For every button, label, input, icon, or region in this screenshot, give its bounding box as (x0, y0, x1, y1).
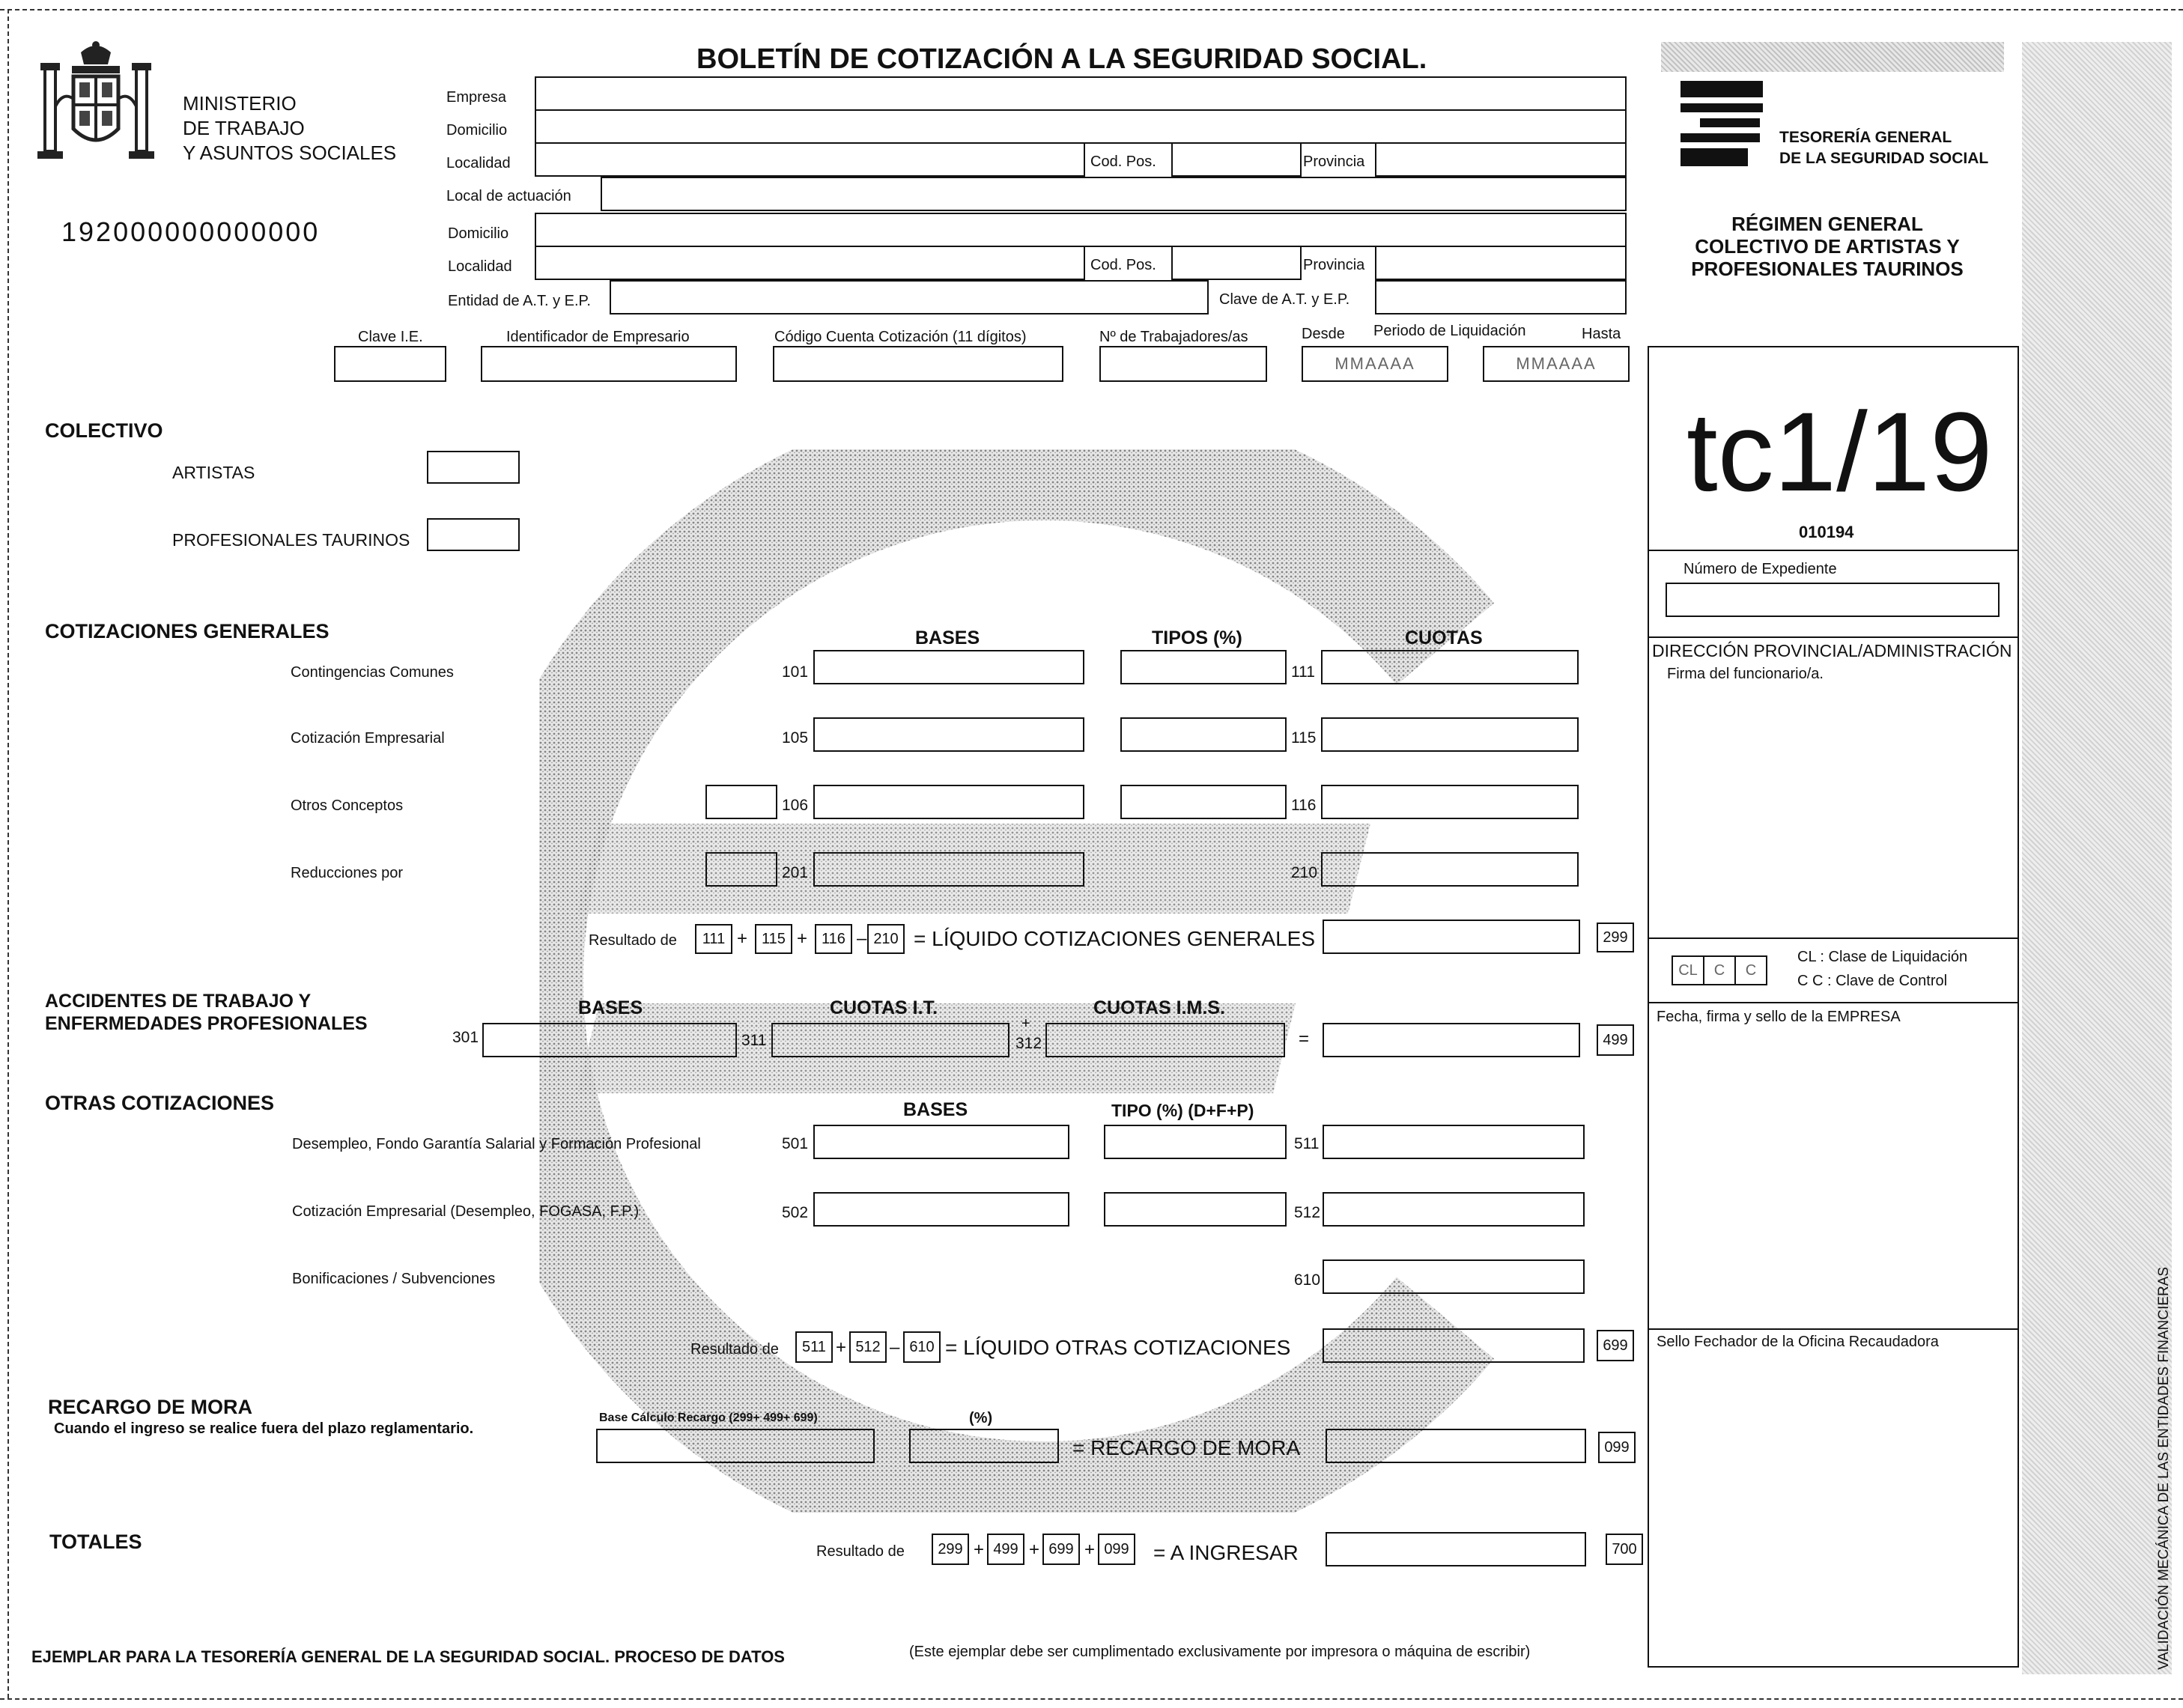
local-provincia-field[interactable] (1375, 246, 1627, 280)
accidentes-title-line-2: ENFERMEDADES PROFESIONALES (45, 1013, 368, 1034)
clave-at-field[interactable] (1375, 280, 1627, 314)
recargo-pct-field[interactable] (909, 1429, 1059, 1463)
local-actuacion-label: Local de actuación (446, 188, 571, 204)
cuota-610-field[interactable] (1323, 1259, 1585, 1294)
a-ingresar-label: = A INGRESAR (1153, 1541, 1299, 1564)
local-domicilio-field[interactable] (535, 213, 1627, 247)
entidad-at-label: Entidad de A.T. y E.P. (448, 293, 591, 309)
code-ref-512: 512 (849, 1331, 887, 1363)
direccion-label: DIRECCIÓN PROVINCIAL/ADMINISTRACIÓN (1652, 641, 2012, 660)
provincia-field[interactable] (1375, 142, 1627, 177)
local-cod-pos-field[interactable] (1171, 246, 1302, 280)
tipo-502-field[interactable] (1104, 1192, 1287, 1227)
otros-conceptos-key-field[interactable] (705, 785, 777, 819)
base-501-field[interactable] (813, 1125, 1069, 1159)
a-ingresar-field[interactable] (1326, 1532, 1586, 1566)
identificador-field[interactable] (481, 346, 737, 382)
code-502: 502 (782, 1204, 809, 1221)
tipo-501-field[interactable] (1104, 1125, 1287, 1159)
code-699: 699 (1597, 1330, 1634, 1361)
liquido-otras-label: = LÍQUIDO OTRAS COTIZACIONES (945, 1336, 1291, 1359)
local-localidad-label: Localidad (448, 258, 512, 275)
otras-resultado-label: Resultado de (690, 1341, 779, 1358)
cuota-210-field[interactable] (1321, 852, 1579, 887)
domicilio-field[interactable] (535, 109, 1627, 144)
divider (1648, 550, 2019, 551)
cuota-111-field[interactable] (1321, 650, 1579, 684)
identificador-label: Identificador de Empresario (506, 329, 690, 345)
generales-resultado-label: Resultado de (589, 932, 677, 949)
trabajadores-field[interactable] (1099, 346, 1267, 382)
cuota-511-field[interactable] (1323, 1125, 1585, 1159)
tgss-line-1: TESORERÍA GENERAL (1779, 129, 1952, 146)
tipo-101-field[interactable] (1120, 650, 1287, 684)
code-201: 201 (782, 864, 809, 881)
code-301: 301 (452, 1029, 479, 1046)
accidentes-base-field[interactable] (482, 1023, 737, 1057)
code-099: 099 (1598, 1432, 1636, 1463)
code-ref-210: 210 (867, 924, 905, 954)
hasta-field[interactable]: MMAAAA (1483, 346, 1630, 382)
plus-sign: + (836, 1337, 847, 1358)
totales-resultado-label: Resultado de (816, 1543, 905, 1560)
base-101-field[interactable] (813, 650, 1084, 684)
ministry-name (183, 91, 396, 165)
coat-of-arms-icon (36, 39, 156, 180)
code-512: 512 (1294, 1204, 1321, 1221)
artistas-field[interactable] (427, 451, 520, 484)
tipo-105-field[interactable] (1120, 717, 1287, 752)
cut-line-left (7, 9, 9, 1698)
minus-sign: – (890, 1337, 900, 1358)
plus-sign: + (1021, 1015, 1030, 1032)
liquido-otras-field[interactable] (1323, 1328, 1585, 1363)
hasta-label: Hasta (1582, 326, 1621, 342)
right-panel-frame (1648, 346, 2019, 1668)
footer-right-note: (Este ejemplar debe ser cumplimentado exclusivamente por impresora o máquina de escribir) (909, 1644, 1531, 1660)
desempleo-label: Desempleo, Fondo Garantía Salarial y Formación Profesional (292, 1136, 701, 1152)
cc-box-1[interactable]: C (1703, 955, 1736, 985)
code-499: 499 (1597, 1024, 1634, 1056)
regime-line-3: PROFESIONALES TAURINOS (1691, 258, 1964, 280)
code-ref-511: 511 (795, 1331, 833, 1363)
code-ref-111: 111 (695, 924, 732, 954)
recargo-title: RECARGO DE MORA (48, 1396, 253, 1418)
otras-title: OTRAS COTIZACIONES (45, 1092, 275, 1114)
plus-sign: + (1084, 1540, 1096, 1560)
cuota-116-field[interactable] (1321, 785, 1579, 819)
code-ref-299: 299 (932, 1534, 969, 1565)
ccc-label: Código Cuenta Cotización (11 dígitos) (774, 329, 1027, 345)
regime-line-2: COLECTIVO DE ARTISTAS Y (1695, 235, 1960, 258)
firma-funcionario-label: Firma del funcionario/a. (1667, 666, 1824, 682)
equals-sign: = (1299, 1029, 1310, 1049)
divider (1648, 937, 2019, 939)
recargo-total-field[interactable] (1326, 1429, 1586, 1463)
code-ref-115: 115 (755, 924, 792, 954)
cc-box-2[interactable]: C (1734, 955, 1767, 985)
sello-oficina-label: Sello Fechador de la Oficina Recaudadora (1657, 1334, 1939, 1350)
divider (1648, 1328, 2019, 1330)
code-ref-099: 099 (1098, 1534, 1135, 1565)
code-ref-499: 499 (987, 1534, 1024, 1565)
expediente-field[interactable] (1666, 583, 2000, 617)
local-domicilio-label: Domicilio (448, 225, 509, 242)
form-title: BOLETÍN DE COTIZACIÓN A LA SEGURIDAD SOCIAL. (696, 43, 1427, 75)
cc-legend: C C : Clave de Control (1797, 973, 1948, 989)
local-localidad-field[interactable] (535, 246, 1085, 280)
taurinos-field[interactable] (427, 518, 520, 551)
validation-strip (2022, 42, 2172, 1674)
plus-sign: + (797, 929, 808, 949)
tgss-logo-icon (1678, 79, 1767, 172)
plus-sign: + (974, 1540, 985, 1560)
cuota-512-field[interactable] (1323, 1192, 1585, 1227)
local-actuacion-field[interactable] (601, 177, 1627, 211)
cut-line-bottom (0, 1698, 2183, 1700)
code-111: 111 (1291, 663, 1315, 681)
cuota-115-field[interactable] (1321, 717, 1579, 752)
code-511: 511 (1294, 1135, 1320, 1152)
accidentes-ims-header: CUOTAS I.M.S. (1093, 997, 1225, 1018)
desde-field[interactable]: MMAAAA (1302, 346, 1448, 382)
otras-bases-header: BASES (903, 1099, 968, 1120)
clave-at-label: Clave de A.T. y E.P. (1219, 291, 1350, 308)
trabajadores-label: Nº de Trabajadores/as (1099, 329, 1248, 345)
colectivo-title: COLECTIVO (45, 419, 163, 442)
reducciones-key-field[interactable] (705, 852, 777, 887)
otros-conceptos-label: Otros Conceptos (291, 797, 404, 814)
generales-bases-header: BASES (915, 627, 980, 648)
code-ref-610: 610 (903, 1331, 941, 1363)
recargo-base-field[interactable] (596, 1429, 875, 1463)
code-610: 610 (1294, 1271, 1321, 1289)
footer-left-note: EJEMPLAR PARA LA TESORERÍA GENERAL DE LA SEGURIDAD SOCIAL. PROCESO DE DATOS (31, 1647, 785, 1666)
code-101: 101 (782, 663, 809, 681)
base-201-field[interactable] (813, 852, 1084, 887)
ministry-line-3: Y ASUNTOS SOCIALES (183, 142, 397, 164)
code-ref-116: 116 (815, 924, 852, 954)
empresa-label: Empresa (446, 89, 507, 106)
otras-tipo-header: TIPO (%) (D+F+P) (1111, 1101, 1254, 1120)
totales-title: TOTALES (49, 1531, 142, 1553)
divider (1648, 636, 2019, 638)
empresa-field[interactable] (535, 76, 1627, 111)
cl-legend: CL : Clase de Liquidación (1797, 949, 1968, 965)
code-105: 105 (782, 729, 809, 747)
provincia-label: Provincia (1303, 154, 1365, 170)
local-cod-pos-label: Cod. Pos. (1090, 257, 1156, 273)
generales-title: COTIZACIONES GENERALES (45, 620, 330, 642)
code-501: 501 (782, 1135, 809, 1152)
form-number: 010194 (1799, 523, 1854, 541)
tgss-name (1779, 127, 1988, 169)
contingencias-label: Contingencias Comunes (291, 664, 454, 681)
code-115: 115 (1291, 729, 1317, 747)
accidentes-it-header: CUOTAS I.T. (830, 997, 938, 1018)
accidentes-ims-field[interactable] (1045, 1023, 1285, 1057)
code-ref-699: 699 (1042, 1534, 1080, 1565)
accidentes-title (45, 990, 368, 1035)
cod-pos-field[interactable] (1171, 142, 1302, 177)
reducciones-label: Reducciones por (291, 865, 404, 881)
tgss-line-2: DE LA SEGURIDAD SOCIAL (1779, 150, 1989, 167)
clave-ie-label: Clave I.E. (358, 329, 423, 345)
form-code: tc1/19 (1686, 389, 1993, 514)
plus-sign: + (737, 929, 748, 949)
recargo-total-label: = RECARGO DE MORA (1072, 1436, 1301, 1459)
recargo-base-label: Base Cálculo Recargo (299+ 499+ 699) (599, 1411, 818, 1424)
accidentes-it-field[interactable] (771, 1023, 1009, 1057)
code-210: 210 (1291, 864, 1318, 881)
code-116: 116 (1291, 797, 1317, 814)
taurinos-label: PROFESIONALES TAURINOS (172, 530, 410, 550)
cotizacion-empresarial-label: Cotización Empresarial (291, 730, 445, 747)
ministry-line-1: MINISTERIO (183, 92, 297, 115)
serial-number: 192000000000000 (61, 216, 321, 247)
entidad-at-field[interactable] (610, 280, 1209, 314)
localidad-label: Localidad (446, 155, 511, 171)
regime-title (1670, 213, 1985, 280)
cut-line-top (0, 9, 2183, 10)
local-provincia-label: Provincia (1303, 257, 1365, 273)
cotizacion-desempleo-label: Cotización Empresarial (Desempleo, FOGASA, F.P.) (292, 1203, 640, 1220)
liquido-generales-label: = LÍQUIDO COTIZACIONES GENERALES (914, 927, 1316, 950)
code-312: 312 (1015, 1035, 1042, 1052)
cl-box[interactable]: CL (1672, 955, 1704, 985)
accidentes-total-field[interactable] (1323, 1023, 1580, 1057)
clave-ie-field[interactable] (334, 346, 446, 382)
ccc-field[interactable] (773, 346, 1063, 382)
domicilio-label: Domicilio (446, 122, 508, 139)
cod-pos-label: Cod. Pos. (1090, 154, 1156, 170)
base-502-field[interactable] (813, 1192, 1069, 1227)
code-106: 106 (782, 797, 809, 814)
base-105-field[interactable] (813, 717, 1084, 752)
recargo-pct-label: (%) (969, 1410, 993, 1426)
expediente-label: Número de Expediente (1683, 561, 1837, 577)
code-299: 299 (1597, 923, 1634, 952)
code-700: 700 (1606, 1534, 1643, 1565)
generales-tipos-header: TIPOS (%) (1152, 627, 1242, 648)
divider (1648, 1002, 2019, 1003)
regime-line-1: RÉGIMEN GENERAL (1731, 213, 1923, 235)
artistas-label: ARTISTAS (172, 463, 255, 482)
plus-sign: + (1029, 1540, 1040, 1560)
generales-cuotas-header: CUOTAS (1405, 627, 1483, 648)
tgss-shaded-band (1661, 42, 2004, 72)
fecha-empresa-label: Fecha, firma y sello de la EMPRESA (1657, 1009, 1901, 1025)
periodo-label: Periodo de Liquidación (1373, 323, 1526, 339)
ministry-line-2: DE TRABAJO (183, 117, 305, 139)
liquido-generales-field[interactable] (1323, 920, 1580, 954)
bonificaciones-label: Bonificaciones / Subvenciones (292, 1271, 496, 1287)
validation-label: VALIDACIÓN MECÁNICA DE LAS ENTIDADES FINANCIERAS (2156, 1266, 2172, 1670)
accidentes-bases-header: BASES (578, 997, 643, 1018)
base-106-field[interactable] (813, 785, 1084, 819)
localidad-field[interactable] (535, 142, 1085, 177)
desde-label: Desde (1302, 326, 1345, 342)
tipo-106-field[interactable] (1120, 785, 1287, 819)
minus-sign: – (857, 929, 867, 949)
code-311: 311 (741, 1032, 767, 1049)
recargo-subtitle: Cuando el ingreso se realice fuera del plazo reglamentario. (54, 1420, 474, 1437)
accidentes-title-line-1: ACCIDENTES DE TRABAJO Y (45, 991, 312, 1012)
